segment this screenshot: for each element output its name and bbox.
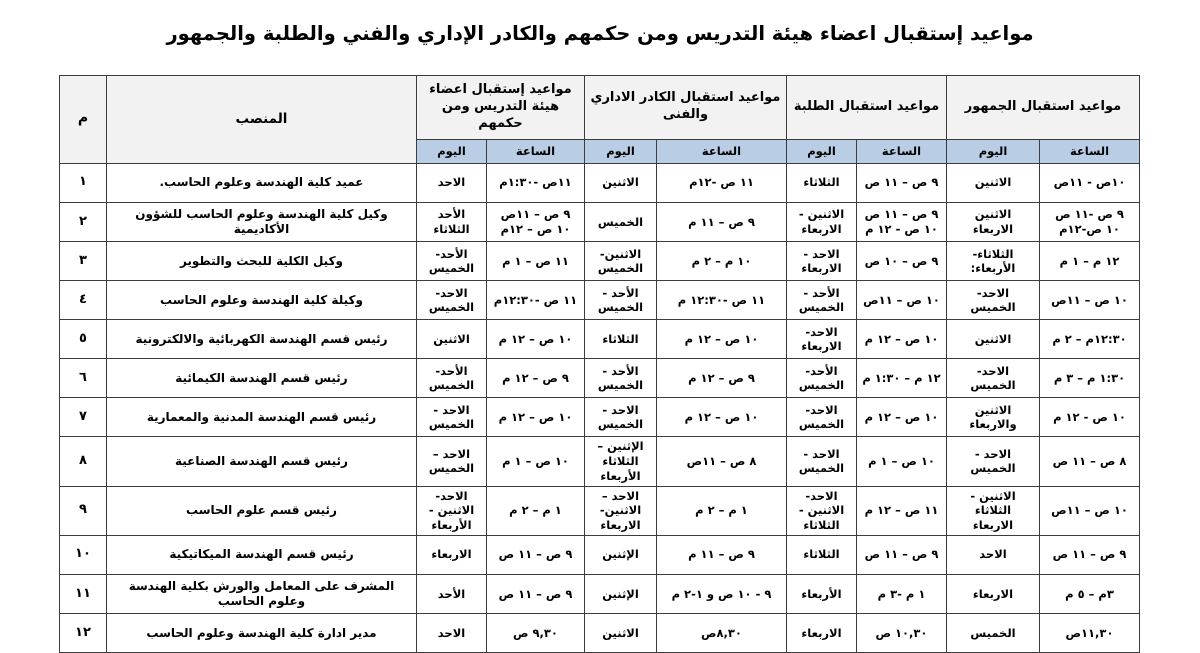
table-row (59, 398, 1139, 437)
header-row-groups (59, 76, 1139, 140)
cell-faculty-day: الاحد- الاثنين - الأربعاء (416, 486, 486, 535)
schedule-table (59, 75, 1140, 653)
group-header-admin: مواعيد استقبال الكادر الاداري والفنى (584, 76, 786, 140)
cell-students-day: الاحد- الاثنين - الثلاثاء (786, 486, 856, 535)
cell-admin-day: الثلاثاء (584, 320, 656, 359)
cell-admin-time: ١١ ص -١٢م (656, 163, 786, 202)
cell-public-day: الخميس (946, 614, 1039, 653)
group-header-public: مواعيد استقبال الجمهور (946, 76, 1139, 140)
subheader-public-day: اليوم (946, 139, 1039, 163)
subheader-admin-day: اليوم (584, 139, 656, 163)
cell-faculty-day: الاحد (416, 614, 486, 653)
cell-students-day: الاثنين - الاربعاء (786, 202, 856, 242)
cell-number: ٢ (59, 202, 106, 242)
cell-public-day: الاحد - الخميس (946, 437, 1039, 486)
cell-students-day: الاحد - الاربعاء (786, 242, 856, 281)
table-row (59, 320, 1139, 359)
cell-faculty-day: الاحد – الخميس (416, 437, 486, 486)
subheader-students-time: الساعة (856, 139, 946, 163)
cell-public-day: الاثنين (946, 163, 1039, 202)
cell-faculty-day: الأحد- الخميس (416, 242, 486, 281)
cell-number: ١٢ (59, 614, 106, 653)
table-row (59, 242, 1139, 281)
cell-students-time: ١ م -٣ م (856, 574, 946, 614)
cell-admin-time: ١٠ م – ٢ م (656, 242, 786, 281)
cell-students-day: الاحد - الخميس (786, 437, 856, 486)
cell-faculty-day: الاثنين (416, 320, 486, 359)
cell-position: عميد كلية الهندسة وعلوم الحاسب. (106, 163, 416, 202)
cell-position: وكيل الكلية للبحث والتطوير (106, 242, 416, 281)
cell-public-time: ١٢ م – ١ م (1040, 242, 1140, 281)
table-row (59, 535, 1139, 574)
cell-faculty-time: ٩ ص – ١١ص ١٠ ص – ١٢م (486, 202, 584, 242)
cell-position: رئيس قسم علوم الحاسب (106, 486, 416, 535)
group-header-students: مواعيد استقبال الطلبة (786, 76, 946, 140)
cell-public-time: ١٢:٣٠م – ٢ م (1040, 320, 1140, 359)
cell-admin-time: ١ م – ٢ م (656, 486, 786, 535)
cell-position: المشرف على المعامل والورش بكلية الهندسة وعلوم الحاسب (106, 574, 416, 614)
table-body (59, 163, 1139, 653)
cell-students-time: ٩ ص – ١٠ ص (856, 242, 946, 281)
cell-admin-day: الأحد - الخميس (584, 281, 656, 320)
cell-admin-day: الأحد - الخميس (584, 359, 656, 398)
cell-students-time: ١٠ ص – ١ م (856, 437, 946, 486)
subheader-students-day: اليوم (786, 139, 856, 163)
table-row (59, 202, 1139, 242)
cell-faculty-time: ١١ ص -١٢:٣٠م (486, 281, 584, 320)
table-row (59, 281, 1139, 320)
cell-students-day: الثلاثاء (786, 535, 856, 574)
table-row (59, 486, 1139, 535)
cell-students-time: ٩ ص – ١١ ص (856, 535, 946, 574)
cell-number: ٧ (59, 398, 106, 437)
page-title: مواعيد إستقبال اعضاء هيئة التدريس ومن حكمهم والكادر الإداري والفني والطلبة والجمهور (166, 22, 1034, 45)
cell-admin-time: ١٠ ص – ١٢ م (656, 320, 786, 359)
table-row (59, 163, 1139, 202)
table-row (59, 614, 1139, 653)
cell-students-day: الأحد- الخميس (786, 359, 856, 398)
cell-public-day: الاحد (946, 535, 1039, 574)
cell-faculty-day: الاحد (416, 163, 486, 202)
cell-faculty-day: الاحد - الخميس (416, 398, 486, 437)
cell-admin-time: ٩ - ١٠ ص و ١-٢ م (656, 574, 786, 614)
cell-students-time: ١١ ص – ١٢ م (856, 486, 946, 535)
cell-public-time: ١٠ ص – ١١ص (1040, 281, 1140, 320)
subheader-faculty-day: اليوم (416, 139, 486, 163)
schedule-table-container (60, 75, 1140, 653)
cell-position: وكيل كلية الهندسة وعلوم الحاسب للشؤون الأكاديمية (106, 202, 416, 242)
cell-students-day: الأحد - الخميس (786, 281, 856, 320)
cell-public-day: الاحد- الخميس (946, 281, 1039, 320)
subheader-faculty-time: الساعة (486, 139, 584, 163)
cell-students-time: ١٠ ص – ١١ص (856, 281, 946, 320)
cell-students-day: الثلاثاء (786, 163, 856, 202)
cell-students-time: ١٠ ص – ١٢ م (856, 320, 946, 359)
cell-public-time: ١١,٣٠ص (1040, 614, 1140, 653)
column-header-position: المنصب (106, 76, 416, 164)
cell-public-day: الاثنين (946, 320, 1039, 359)
cell-faculty-time: ١١ ص – ١ م (486, 242, 584, 281)
cell-admin-time: ٨,٣٠ص (656, 614, 786, 653)
table-row (59, 574, 1139, 614)
cell-admin-day: الإثنين (584, 574, 656, 614)
cell-number: ١ (59, 163, 106, 202)
cell-position: رئيس قسم الهندسة الكهربائية والالكترونية (106, 320, 416, 359)
cell-faculty-day: الأحد الثلاثاء (416, 202, 486, 242)
cell-public-time: ٣م – ٥ م (1040, 574, 1140, 614)
cell-number: ١١ (59, 574, 106, 614)
cell-public-time: ١٠ص - ١١ص (1040, 163, 1140, 202)
cell-admin-time: ٩ ص – ١٢ م (656, 359, 786, 398)
cell-public-day: الاثنين - الثلاثاء الاربعاء (946, 486, 1039, 535)
cell-students-day: الاحد- الاربعاء (786, 320, 856, 359)
cell-faculty-time: ١١ص -١:٣٠م (486, 163, 584, 202)
cell-students-day: الاحد- الخميس (786, 398, 856, 437)
cell-students-time: ٩ ص – ١١ ص ١٠ ص - ١٢ م (856, 202, 946, 242)
cell-position: رئيس قسم الهندسة الميكاتيكية (106, 535, 416, 574)
table-header (59, 76, 1139, 164)
cell-public-time: ١٠ ص – ١١ص (1040, 486, 1140, 535)
table-row (59, 437, 1139, 486)
cell-students-time: ١٠,٣٠ ص (856, 614, 946, 653)
cell-admin-day: الاثنين (584, 614, 656, 653)
cell-public-time: ٨ ص – ١١ ص (1040, 437, 1140, 486)
cell-public-time: ٩ ص -١١ ص ١٠ ص-١٢م (1040, 202, 1140, 242)
cell-admin-day: الإثنين – الثلاثاء الأربعاء (584, 437, 656, 486)
cell-students-time: ١٠ ص – ١٢ م (856, 398, 946, 437)
cell-public-day: الثلاثاء- الأربعاء: (946, 242, 1039, 281)
cell-faculty-time: ١ م – ٢ م (486, 486, 584, 535)
subheader-admin-time: الساعة (656, 139, 786, 163)
cell-faculty-time: ١٠ ص – ١٢ م (486, 320, 584, 359)
column-header-number: م (59, 76, 106, 164)
subheader-public-time: الساعة (1040, 139, 1140, 163)
cell-admin-day: الخميس (584, 202, 656, 242)
cell-public-time: ١٠ ص - ١٢ م (1040, 398, 1140, 437)
cell-faculty-time: ٩,٣٠ ص (486, 614, 584, 653)
cell-public-day: الاثنين الاربعاء (946, 202, 1039, 242)
cell-students-time: ٩ ص – ١١ ص (856, 163, 946, 202)
cell-faculty-time: ٩ ص – ١٢ م (486, 359, 584, 398)
cell-students-day: الأربعاء (786, 574, 856, 614)
cell-admin-time: ٩ ص – ١١ م (656, 202, 786, 242)
cell-public-day: الاحد- الخميس (946, 359, 1039, 398)
cell-admin-day: الاحد – الاثنين- الاربعاء (584, 486, 656, 535)
cell-number: ٣ (59, 242, 106, 281)
cell-students-day: الاربعاء (786, 614, 856, 653)
cell-number: ٦ (59, 359, 106, 398)
table-row (59, 359, 1139, 398)
cell-number: ٩ (59, 486, 106, 535)
cell-admin-day: الاحد - الخميس (584, 398, 656, 437)
cell-admin-time: ٨ ص – ١١ص (656, 437, 786, 486)
cell-admin-day: الاثنين- الخميس (584, 242, 656, 281)
cell-faculty-day: الأحد (416, 574, 486, 614)
cell-students-time: ١٢ م – ١:٣٠ م (856, 359, 946, 398)
cell-admin-time: ١١ ص -١٢:٣٠ م (656, 281, 786, 320)
cell-public-day: الاربعاء (946, 574, 1039, 614)
cell-faculty-time: ١٠ ص – ١ م (486, 437, 584, 486)
cell-admin-time: ١٠ ص – ١٢ م (656, 398, 786, 437)
cell-admin-day: الاثنين (584, 163, 656, 202)
cell-faculty-day: الاحد- الخميس (416, 281, 486, 320)
cell-position: وكيلة كلية الهندسة وعلوم الحاسب (106, 281, 416, 320)
cell-public-time: ١:٣٠ م – ٣ م (1040, 359, 1140, 398)
cell-position: رئيس قسم الهندسة المدنية والمعمارية (106, 398, 416, 437)
cell-number: ١٠ (59, 535, 106, 574)
cell-faculty-day: الأحد- الخميس (416, 359, 486, 398)
cell-public-day: الاثنين والاربعاء (946, 398, 1039, 437)
cell-admin-day: الإثنين (584, 535, 656, 574)
cell-public-time: ٩ ص – ١١ ص (1040, 535, 1140, 574)
cell-position: رئيس قسم الهندسة الكيمائية (106, 359, 416, 398)
cell-admin-time: ٩ ص – ١١ م (656, 535, 786, 574)
cell-faculty-day: الاربعاء (416, 535, 486, 574)
cell-position: رئيس قسم الهندسة الصناعية (106, 437, 416, 486)
group-header-faculty: مواعيد إستقبال اعضاء هيئة التدريس ومن حكمهم (416, 76, 584, 140)
cell-position: مدير ادارة كلية الهندسة وعلوم الحاسب (106, 614, 416, 653)
cell-faculty-time: ٩ ص – ١١ ص (486, 574, 584, 614)
cell-number: ٥ (59, 320, 106, 359)
cell-number: ٤ (59, 281, 106, 320)
cell-faculty-time: ١٠ ص – ١٢ م (486, 398, 584, 437)
cell-number: ٨ (59, 437, 106, 486)
cell-faculty-time: ٩ ص – ١١ ص (486, 535, 584, 574)
